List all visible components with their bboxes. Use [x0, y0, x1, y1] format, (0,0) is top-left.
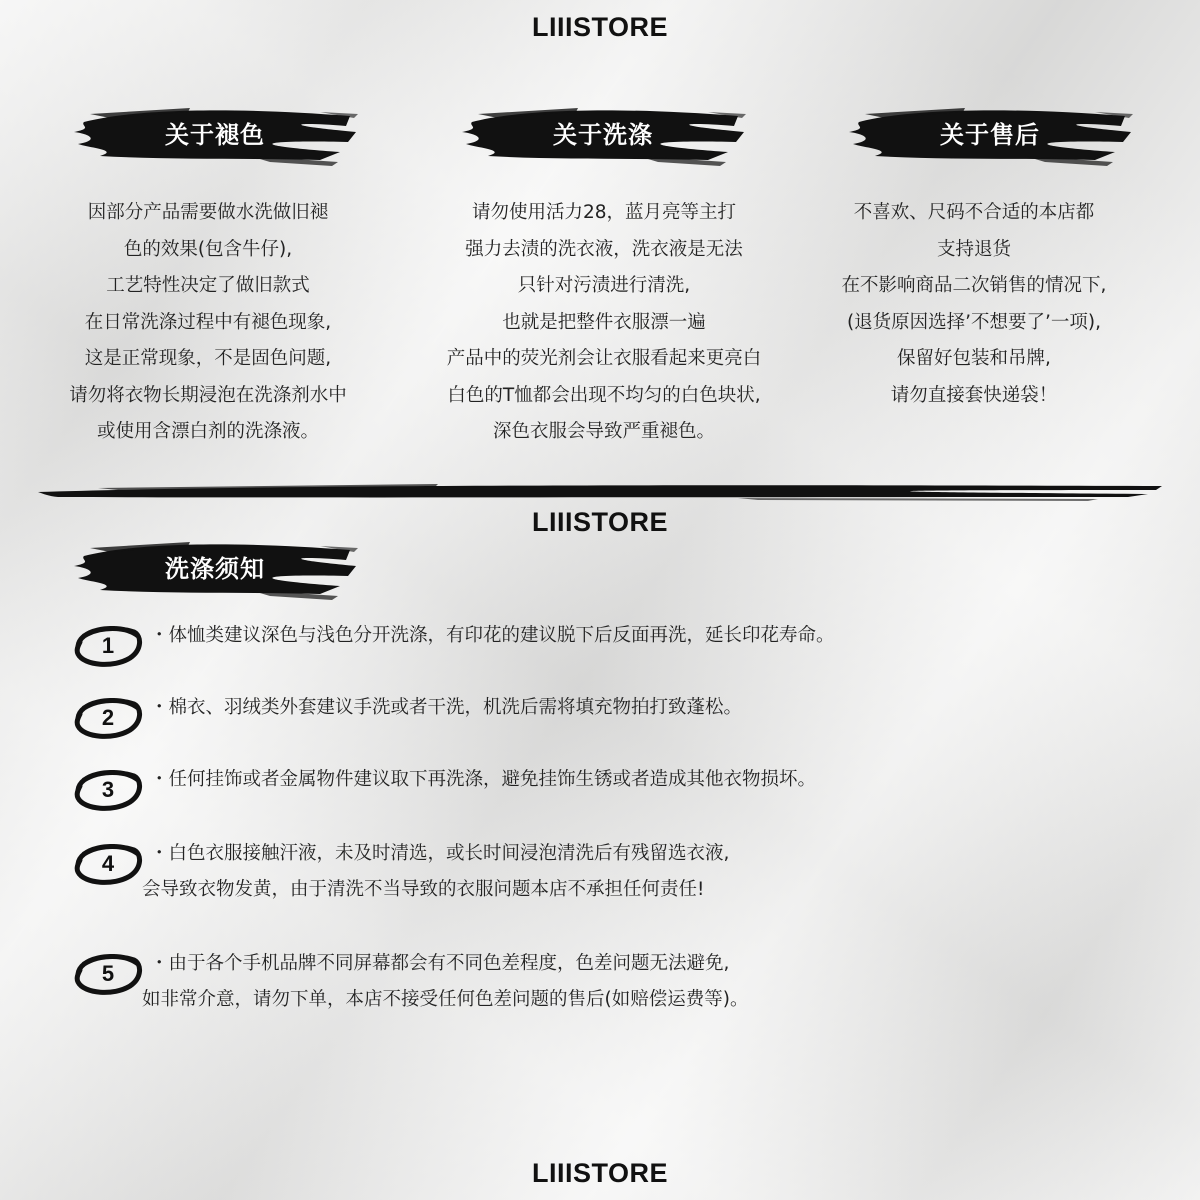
brush-divider [38, 478, 1162, 502]
body-line: 这是正常现象，不是固色问题, [84, 348, 332, 369]
body-line: 请勿使用活力28，蓝月亮等主打 [471, 202, 737, 223]
body-line: 也就是把整件衣服漂一遍 [502, 311, 706, 333]
notice-line: 如非常介意，请勿下单，本店不接受任何色差问题的售后(如赔偿运费等)。 [142, 989, 749, 1010]
number-circle-icon [70, 760, 146, 816]
section-header-washing [458, 92, 748, 172]
number-circle-icon [70, 944, 146, 1000]
notice-item-1 [70, 618, 1130, 678]
notice-text [142, 946, 749, 1018]
notice-number: 1 [101, 633, 115, 658]
section-body-fading [18, 195, 398, 451]
body-line: 色的效果(包含牛仔), [123, 238, 293, 260]
notice-line: ・任何挂饰或者金属物件建议取下再洗涤，避免挂饰生锈或者造成其他衣物损坏。 [150, 769, 817, 790]
body-line: 支持退货 [936, 238, 1011, 260]
notice-item-2 [70, 690, 1130, 750]
notice-line: 会导致衣物发黄，由于清洗不当导致的衣服问题本店不承担任何责任! [142, 879, 705, 900]
number-circle-icon [70, 834, 146, 890]
section-title: 关于褪色 [165, 120, 265, 149]
brand-logo-bottom: LIIISTORE [531, 1158, 669, 1188]
notice-line: ・棉衣、羽绒类外套建议手洗或者干洗，机洗后需将填充物拍打致蓬松。 [150, 697, 743, 718]
body-line: 产品中的荧光剂会让衣服看起来更亮白 [446, 348, 762, 369]
body-line: 在不影响商品二次销售的情况下, [841, 275, 1107, 296]
number-circle-icon [70, 616, 146, 672]
notice-text [150, 690, 742, 726]
section-header-after-sales [845, 92, 1135, 172]
notice-line: ・白色衣服接触汗液，未及时清选，或长时间浸泡清洗后有残留选衣液, [150, 843, 730, 864]
body-line: 或使用含漂白剂的洗涤液。 [96, 421, 319, 442]
notice-item-4 [70, 836, 1130, 926]
body-line: (退货原因选择’不想要了’一项), [846, 311, 1102, 333]
body-line: 不喜欢、尺码不合适的本店都 [853, 202, 1095, 223]
notice-item-5 [70, 946, 1130, 1036]
notice-text [150, 618, 835, 654]
body-line: 因部分产品需要做水洗做旧褪 [87, 202, 329, 223]
section-body-washing [414, 195, 794, 451]
body-line: 请勿直接套快递袋！ [890, 384, 1058, 406]
section-header-washing-notice [70, 526, 360, 606]
notice-item-3 [70, 762, 1130, 822]
notice-line: ・由于各个手机品牌不同屏幕都会有不同色差程度，色差问题无法避免, [150, 953, 730, 974]
body-line: 请勿将衣物长期浸泡在洗涤剂水中 [69, 384, 347, 406]
notice-number: 5 [101, 961, 115, 986]
body-line: 只针对污渍进行清洗, [517, 275, 691, 296]
section-body-after-sales [784, 195, 1164, 414]
brand-logo-top: LIIISTORE [531, 12, 669, 42]
section-title: 洗涤须知 [165, 554, 265, 583]
body-line: 强力去渍的洗衣液，洗衣液是无法 [465, 238, 743, 260]
body-line: 工艺特性决定了做旧款式 [106, 275, 310, 296]
section-title: 关于售后 [940, 120, 1040, 149]
section-title: 关于洗涤 [553, 120, 653, 149]
notice-line: ・体恤类建议深色与浅色分开洗涤，有印花的建议脱下后反面再洗，延长印花寿命。 [150, 625, 835, 646]
notice-number: 4 [101, 851, 115, 876]
body-line: 保留好包装和吊牌, [897, 348, 1051, 369]
body-line: 深色衣服会导致严重褪色。 [492, 421, 715, 442]
notice-number: 3 [101, 777, 115, 802]
notice-number: 2 [101, 705, 115, 730]
notice-text [142, 836, 730, 908]
number-circle-icon [70, 688, 146, 744]
body-line: 白色的T恤都会出现不均匀的白色块状, [447, 384, 761, 406]
notice-text [150, 762, 816, 798]
body-line: 在日常洗涤过程中有褪色现象, [84, 311, 332, 333]
brand-logo-middle: LIIISTORE [531, 507, 669, 537]
section-header-fading [70, 92, 360, 172]
